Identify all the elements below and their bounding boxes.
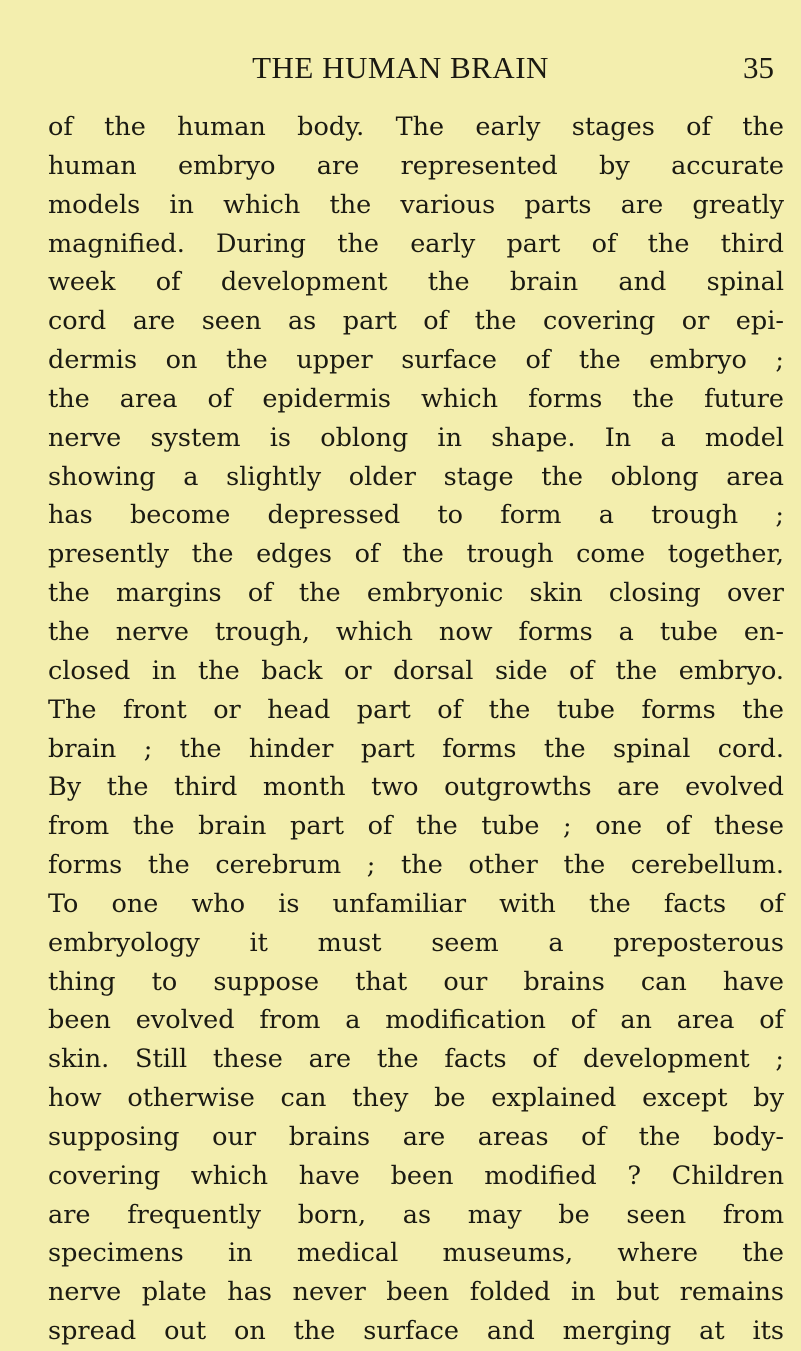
text-line: thing to suppose that our brains can have	[48, 966, 784, 997]
text-line: presently the edges of the trough come together,	[48, 539, 784, 570]
text-line: spread out on the surface and merging at its	[48, 1316, 784, 1347]
text-line: supposing our brains are areas of the body-	[48, 1121, 784, 1152]
text-line: from the brain part of the tube ; one of these	[48, 811, 784, 842]
text-line: nerve system is oblong in shape. In a model	[48, 422, 784, 453]
running-head-title: THE HUMAN BRAIN	[252, 50, 549, 85]
text-line: human embryo are represented by accurate	[48, 150, 784, 181]
text-line: closed in the back or dorsal side of the embryo.	[48, 655, 784, 686]
text-line: showing a slightly older stage the oblong area	[48, 461, 784, 492]
text-line: cord are seen as part of the covering or epi-	[48, 306, 784, 337]
text-line: has become depressed to form a trough ;	[48, 500, 784, 531]
text-line: how otherwise can they be explained except by	[48, 1083, 784, 1114]
text-line: magnified. During the early part of the third	[48, 228, 784, 259]
text-line: models in which the various parts are greatly	[48, 189, 784, 220]
text-line: the nerve trough, which now forms a tube en-	[48, 616, 784, 647]
text-line: forms the cerebrum ; the other the cerebellum.	[48, 850, 784, 881]
text-line: skin. Still these are the facts of development ;	[48, 1044, 784, 1075]
text-line: The front or head part of the tube forms the	[48, 694, 784, 725]
text-line: covering which have been modified ? Children	[48, 1160, 784, 1191]
text-line: the area of epidermis which forms the future	[48, 383, 784, 414]
text-line: To one who is unfamiliar with the facts of	[48, 888, 784, 919]
text-line: of the human body. The early stages of the	[48, 112, 784, 142]
text-line: embryology it must seem a preposterous	[48, 927, 784, 958]
text-line: nerve plate has never been folded in but remains	[48, 1277, 784, 1308]
text-line: brain ; the hinder part forms the spinal cord.	[48, 733, 784, 764]
body-paragraph	[48, 108, 784, 1351]
text-line: the margins of the embryonic skin closing over	[48, 578, 784, 609]
running-head	[0, 48, 801, 88]
text-line: specimens in medical museums, where the	[48, 1238, 784, 1269]
text-line: been evolved from a modification of an area of	[48, 1005, 784, 1036]
text-line: are frequently born, as may be seen from	[48, 1199, 784, 1230]
text-line: dermis on the upper surface of the embryo ;	[48, 345, 784, 376]
text-line: week of development the brain and spinal	[48, 267, 784, 298]
page-number: 35	[743, 50, 774, 85]
text-line: By the third month two outgrowths are evolved	[48, 772, 784, 803]
